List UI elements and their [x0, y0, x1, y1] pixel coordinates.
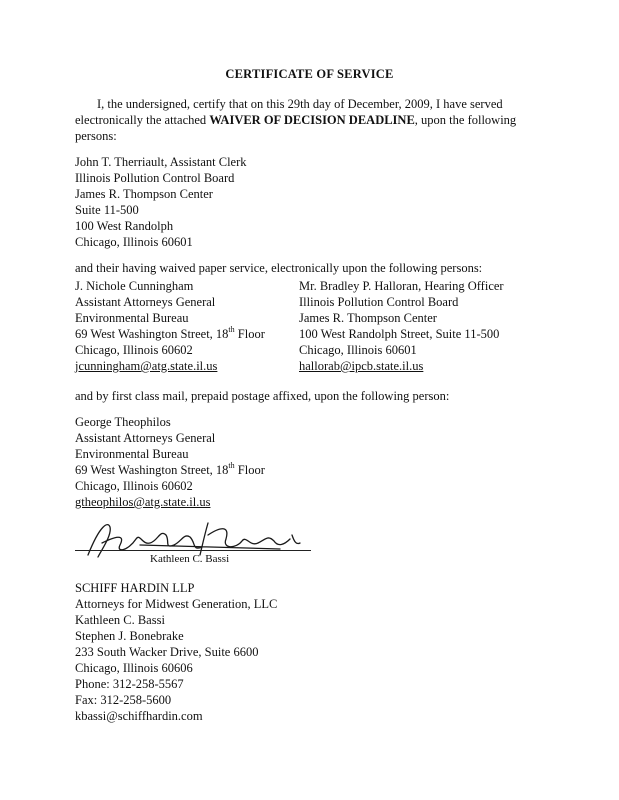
recipient-name: George Theophilos	[75, 415, 171, 429]
recipient-name: J. Nichole Cunningham	[75, 279, 194, 293]
recipient-title: Assistant Attorneys General	[75, 431, 216, 445]
recipient-title: Assistant Attorneys General	[75, 295, 216, 309]
signer-name: Kathleen C. Bassi	[150, 553, 230, 565]
signature-line	[75, 550, 311, 551]
waived-intro: and their having waived paper service, electronically upon the following persons:	[75, 261, 483, 275]
clerk-line: Chicago, Illinois 60601	[75, 235, 193, 249]
clerk-line: John T. Therriault, Assistant Clerk	[75, 155, 247, 169]
firm-phone: Phone: 312-258-5567	[75, 677, 184, 691]
clerk-line: James R. Thompson Center	[75, 187, 213, 201]
recipient-street	[75, 324, 265, 342]
recipient-city: Chicago, Illinois 60602	[75, 343, 193, 357]
recipient-street	[75, 460, 265, 478]
recipient-dept: Environmental Bureau	[75, 447, 189, 461]
recipient-city: Chicago, Illinois 60601	[299, 343, 417, 357]
recipient-name: Mr. Bradley P. Halloran, Hearing Officer	[299, 279, 504, 293]
street-ordinal: th	[228, 460, 235, 470]
recipient-street: 100 West Randolph Street, Suite 11-500	[299, 327, 500, 341]
firm-line: Kathleen C. Bassi	[75, 613, 165, 627]
firm-line: Attorneys for Midwest Generation, LLC	[75, 597, 278, 611]
intro-line-2-prefix: electronically the attached	[75, 113, 210, 127]
intro-line-1: I, the undersigned, certify that on this 29th day of December, 2009, I have served	[97, 97, 503, 111]
recipient-building: James R. Thompson Center	[299, 311, 437, 325]
clerk-line: 100 West Randolph	[75, 219, 174, 233]
street-floor: Floor	[234, 463, 265, 477]
recipient-email-link[interactable]: jcunningham@atg.state.il.us	[75, 359, 218, 373]
firm-fax: Fax: 312-258-5600	[75, 693, 172, 707]
page-title: CERTIFICATE OF SERVICE	[225, 67, 394, 81]
recipient-dept: Environmental Bureau	[75, 311, 189, 325]
street-text: 69 West Washington Street, 18	[75, 327, 229, 341]
intro-line-2	[75, 113, 516, 128]
street-text: 69 West Washington Street, 18	[75, 463, 229, 477]
street-floor: Floor	[234, 327, 265, 341]
clerk-line: Suite 11-500	[75, 203, 139, 217]
recipient-org: Illinois Pollution Control Board	[299, 295, 459, 309]
firm-line: SCHIFF HARDIN LLP	[75, 581, 195, 595]
document-name: WAIVER OF DECISION DEADLINE	[209, 113, 415, 127]
recipient-email-link[interactable]: hallorab@ipcb.state.il.us	[299, 359, 424, 373]
firm-email-link[interactable]: kbassi@schiffhardin.com	[75, 709, 203, 723]
intro-line-3: persons:	[75, 129, 117, 143]
intro-line-2-suffix: , upon the following	[414, 113, 517, 127]
firm-line: Stephen J. Bonebrake	[75, 629, 184, 643]
mail-intro: and by first class mail, prepaid postage affixed, upon the following person:	[75, 389, 450, 403]
firm-line: 233 South Wacker Drive, Suite 6600	[75, 645, 259, 659]
street-ordinal: th	[228, 324, 235, 334]
firm-line: Chicago, Illinois 60606	[75, 661, 193, 675]
recipient-email-link[interactable]: gtheophilos@atg.state.il.us	[75, 495, 211, 509]
recipient-city: Chicago, Illinois 60602	[75, 479, 193, 493]
clerk-line: Illinois Pollution Control Board	[75, 171, 235, 185]
